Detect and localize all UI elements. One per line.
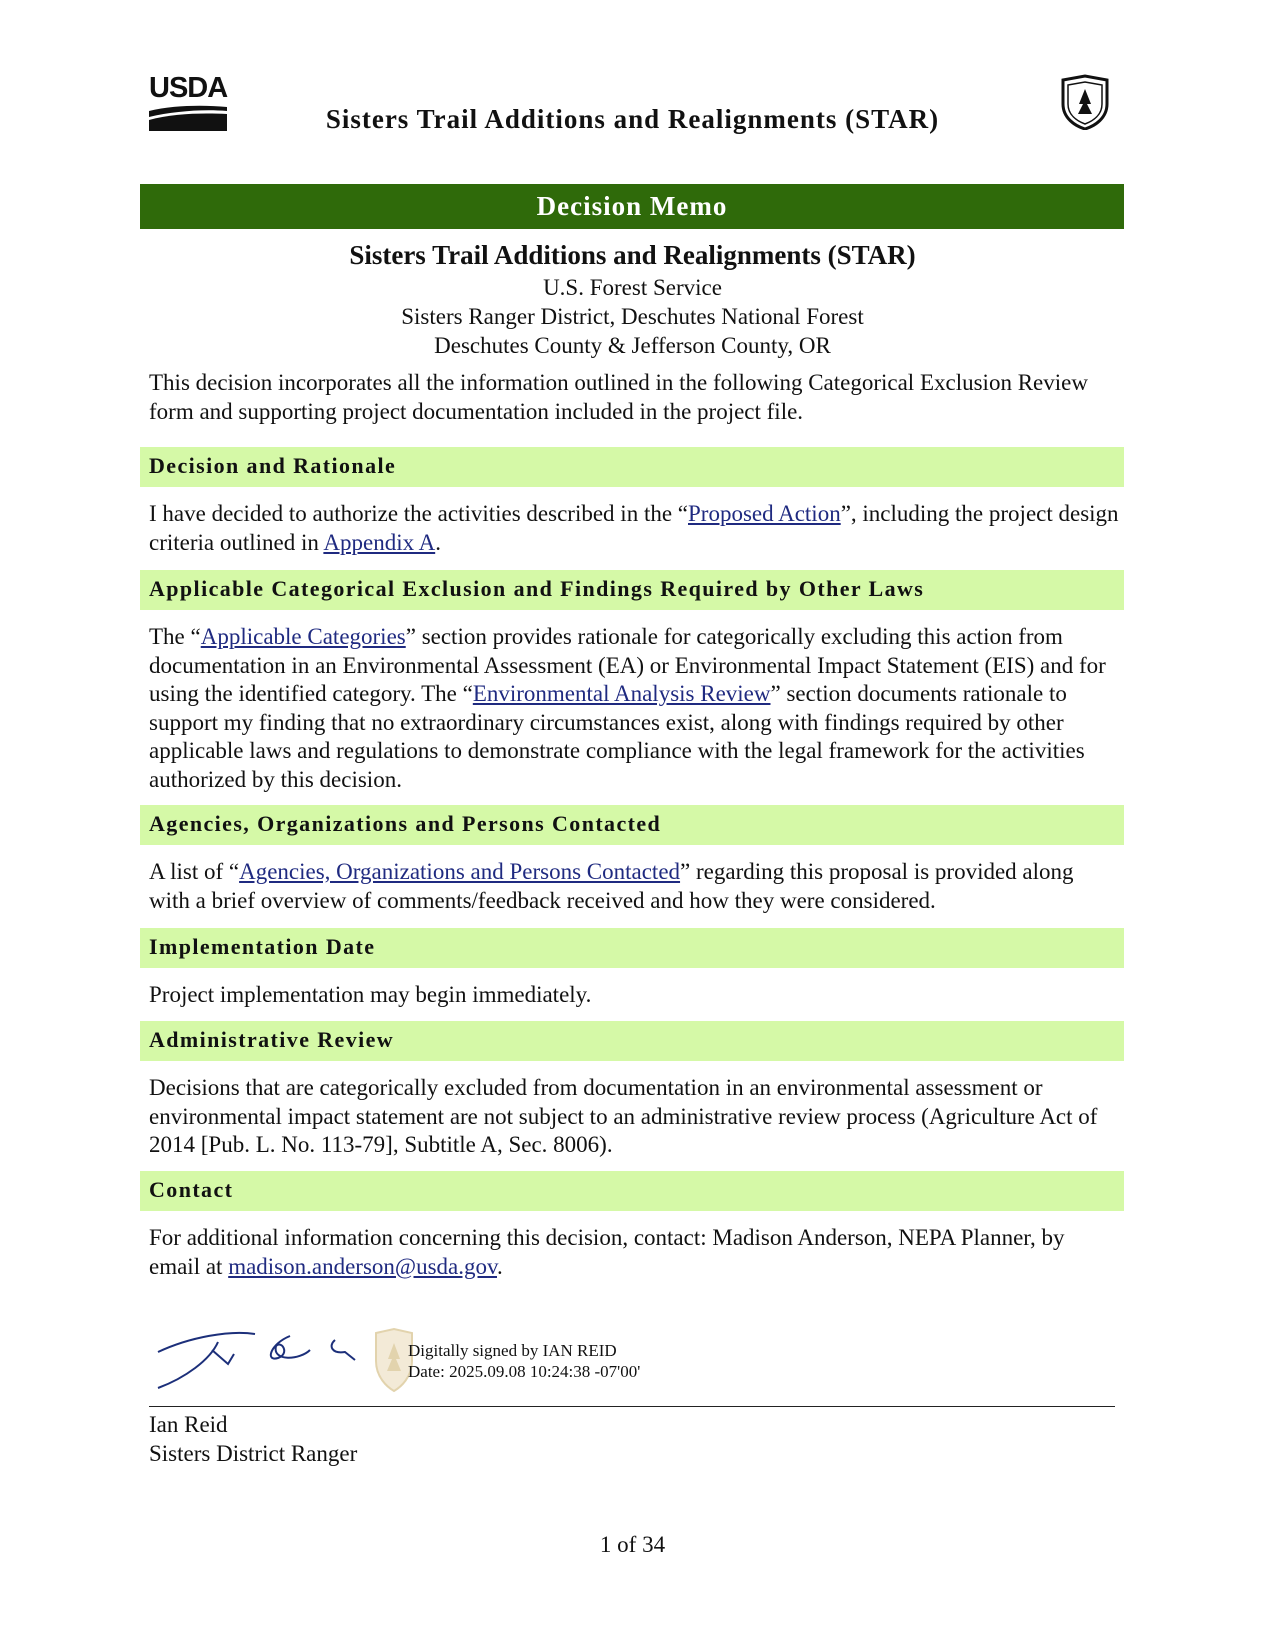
exclusion-paragraph: The “Applicable Categories” section provides rationale for categorically excluding this action from documentation in an Environmental Assessment (EA) or Environmental Impact Statement (EIS) and for using the identified category. The “Environmental Analysis Review” section documents rationale to support my finding that no extraordinary circumstances exist, along with findings required by other applicable laws and regulations to demonstrate compliance with the legal framework for the activities authorized by this decision. <box>149 624 1106 792</box>
review-paragraph: Decisions that are categorically excluded from documentation in an environmental assessment or environmental impact statement are not subject to an administrative review process (Agriculture Act of 2014 [Pub. L. No. 113-79], Subtitle A, Sec. 8006). <box>149 1075 1098 1157</box>
section-heading-decision <box>140 447 1124 487</box>
signer-name: Ian Reid <box>149 1412 228 1437</box>
contact-paragraph: For additional information concerning this decision, contact: Madison Anderson, NEPA Planner, by email at madison.anderson@usda.gov. <box>149 1225 1065 1279</box>
contact-email-link[interactable]: madison.anderson@usda.gov <box>228 1253 497 1279</box>
applicable-categories-link[interactable]: Applicable Categories <box>200 624 406 649</box>
decision-paragraph: I have decided to authorize the activities described in the “Proposed Action”, including the project design criteria outlined in Appendix A. <box>149 501 1119 555</box>
section-heading-text: Applicable Categorical Exclusion and Findings Required by Other Laws <box>149 576 925 601</box>
intro-paragraph: This decision incorporates all the information outlined in the following Categorical Exclusion Review form and supporting project documentation included in the project file. <box>149 370 1088 424</box>
usda-logo-text: USDA <box>149 72 228 104</box>
decision-memo-banner: Decision Memo <box>140 184 1124 229</box>
digital-signature-text: Digitally signed by IAN REID Date: 2025.09.08 10:24:38 -07'00' <box>408 1341 641 1381</box>
document-title: Sisters Trail Additions and Realignments (STAR) <box>349 240 916 270</box>
signature-line <box>149 1406 1115 1407</box>
section-heading-agencies <box>140 805 1124 845</box>
handwritten-signature-icon <box>150 1322 410 1392</box>
section-heading-text: Agencies, Organizations and Persons Contacted <box>149 811 662 836</box>
section-heading-text: Administrative Review <box>149 1027 395 1052</box>
section-heading-text: Contact <box>149 1177 234 1202</box>
proposed-action-link[interactable]: Proposed Action <box>688 501 841 526</box>
section-heading-text: Implementation Date <box>149 934 376 959</box>
district-line: Sisters Ranger District, Deschutes National Forest <box>401 304 864 329</box>
signer-role: Sisters District Ranger <box>149 1441 358 1466</box>
agency-line: U.S. Forest Service <box>543 275 722 300</box>
agencies-contacted-link[interactable]: Agencies, Organizations and Persons Contacted <box>239 859 681 884</box>
county-line: Deschutes County & Jefferson County, OR <box>434 333 831 358</box>
section-heading-contact <box>140 1171 1124 1211</box>
section-heading-implementation <box>140 928 1124 968</box>
signer-block <box>149 1410 357 1468</box>
header-title: Sisters Trail Additions and Realignments (STAR) <box>325 104 940 134</box>
implementation-paragraph: Project implementation may begin immediately. <box>149 982 592 1007</box>
environmental-analysis-review-link[interactable]: Environmental Analysis Review <box>472 681 771 706</box>
section-heading-text: Decision and Rationale <box>149 453 397 478</box>
page-number: 1 of 34 <box>599 1532 666 1557</box>
forest-service-shield-icon <box>1059 74 1111 130</box>
agencies-paragraph: A list of “Agencies, Organizations and Persons Contacted” regarding this proposal is provided along with a brief overview of comments/feedback received and how they were considered. <box>149 859 1074 913</box>
section-heading-exclusion <box>140 570 1124 610</box>
appendix-a-link[interactable]: Appendix A <box>323 529 436 555</box>
section-heading-review <box>140 1021 1124 1061</box>
